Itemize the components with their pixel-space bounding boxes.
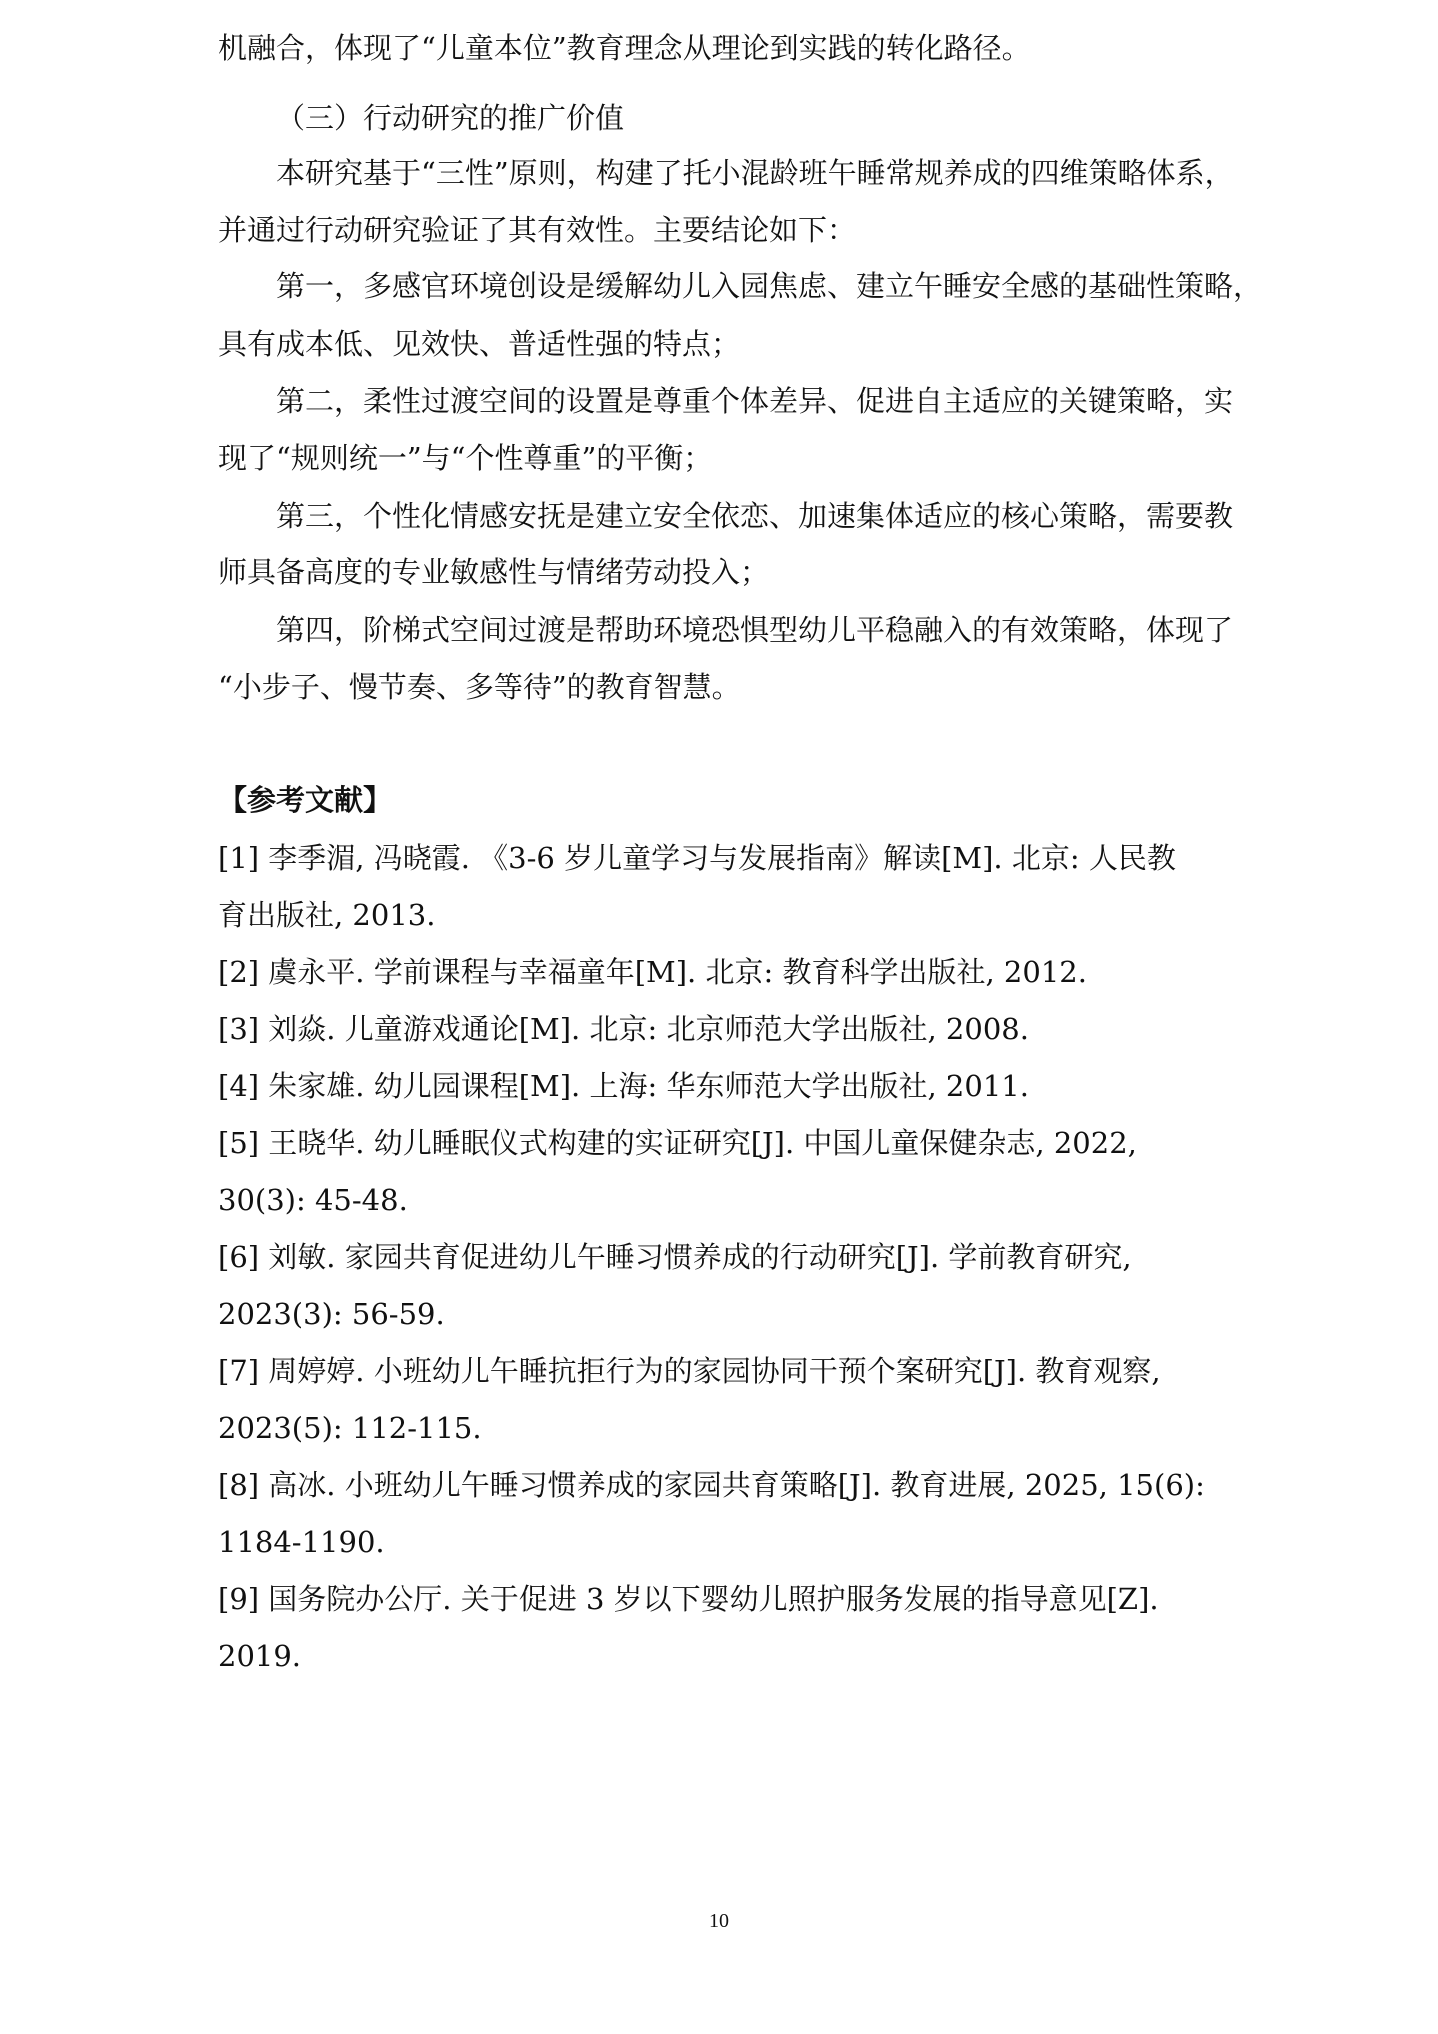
paragraph-line: 第三，个性化情感安抚是建立安全依恋、加速集体适应的核心策略，需要教 (276, 499, 1234, 533)
section-heading: （三）行动研究的推广价值 (276, 101, 625, 135)
reference-item: [3] 刘焱. 儿童游戏通论[M]. 北京: 北京师范大学出版社, 2008. (218, 1012, 1029, 1046)
paragraph-line: 并通过行动研究验证了其有效性。主要结论如下： (218, 213, 857, 247)
reference-item: [5] 王晓华. 幼儿睡眠仪式构建的实证研究[J]. 中国儿童保健杂志, 2022, (218, 1126, 1137, 1160)
reference-item: [8] 高冰. 小班幼儿午睡习惯养成的家园共育策略[J]. 教育进展, 2025, 15(6): (218, 1468, 1205, 1502)
paragraph-line: 师具备高度的专业敏感性与情绪劳动投入； (218, 555, 770, 589)
reference-item-continued: 1184-1190. (218, 1525, 385, 1559)
reference-item-continued: 30(3): 45-48. (218, 1183, 408, 1217)
reference-item: [2] 虞永平. 学前课程与幸福童年[M]. 北京: 教育科学出版社, 2012. (218, 955, 1087, 989)
paragraph-line: 第二，柔性过渡空间的设置是尊重个体差异、促进自主适应的关键策略，实 (276, 384, 1234, 418)
references-heading: 【参考文献】 (218, 783, 393, 817)
reference-item-continued: 育出版社, 2013. (218, 898, 436, 932)
reference-item: [9] 国务院办公厅. 关于促进 3 岁以下婴幼儿照护服务发展的指导意见[Z]. (218, 1582, 1159, 1616)
reference-item: [4] 朱家雄. 幼儿园课程[M]. 上海: 华东师范大学出版社, 2011. (218, 1069, 1029, 1103)
reference-item-continued: 2023(3): 56-59. (218, 1297, 445, 1331)
paragraph-line: “小步子、慢节奏、多等待”的教育智慧。 (218, 670, 741, 704)
reference-item-continued: 2023(5): 112-115. (218, 1411, 482, 1445)
paragraph-line: 具有成本低、见效快、普适性强的特点； (218, 327, 741, 361)
paragraph-line: 本研究基于“三性”原则，构建了托小混龄班午睡常规养成的四维策略体系， (276, 156, 1234, 190)
paragraph-line: 机融合，体现了“儿童本位”教育理念从理论到实践的转化路径。 (218, 31, 1031, 65)
paragraph-line: 第一，多感官环境创设是缓解幼儿入园焦虑、建立午睡安全感的基础性策略， (276, 269, 1263, 303)
paragraph-line: 第四，阶梯式空间过渡是帮助环境恐惧型幼儿平稳融入的有效策略，体现了 (276, 613, 1234, 647)
reference-item: [6] 刘敏. 家园共育促进幼儿午睡习惯养成的行动研究[J]. 学前教育研究, (218, 1240, 1132, 1274)
reference-item: [7] 周婷婷. 小班幼儿午睡抗拒行为的家园协同干预个案研究[J]. 教育观察, (218, 1354, 1161, 1388)
reference-item-continued: 2019. (218, 1639, 302, 1673)
page-number: 10 (709, 1910, 729, 1932)
reference-item: [1] 李季湄, 冯晓霞. 《3-6 岁儿童学习与发展指南》解读[M]. 北京: 人民教 (218, 841, 1176, 875)
paragraph-line: 现了“规则统一”与“个性尊重”的平衡； (218, 441, 713, 475)
